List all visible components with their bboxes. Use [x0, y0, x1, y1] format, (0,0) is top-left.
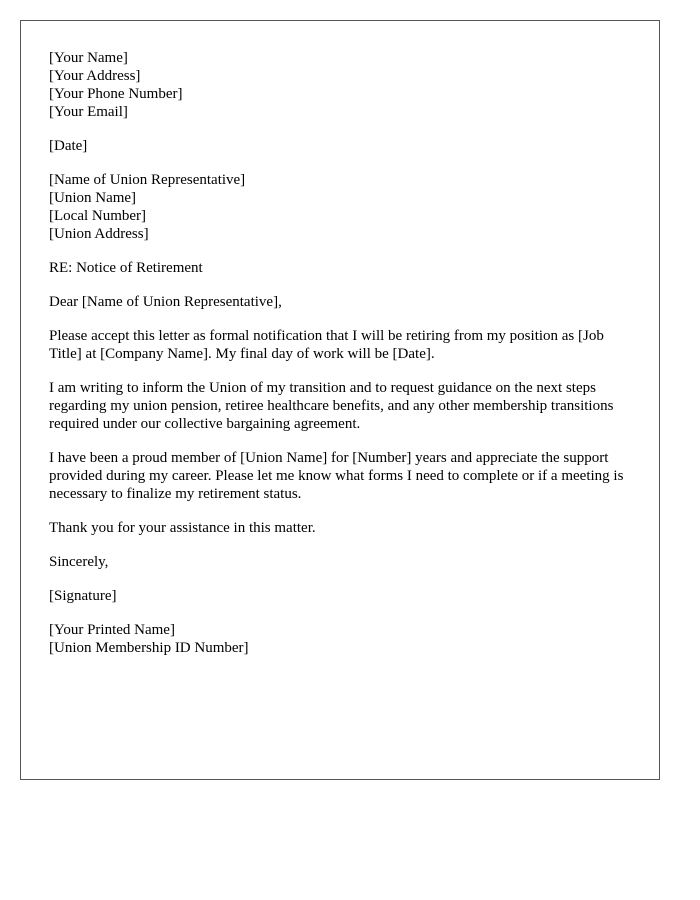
recipient-block	[49, 171, 639, 243]
recipient-name: [Name of Union Representative]	[49, 172, 246, 188]
body-paragraph-3: I have been a proud member of [Union Name] for [Number] years and appreciate the support provided during my career. Please let me know what forms I need to complete or if a meeting is necessary to finalize my retirement status.	[49, 450, 624, 502]
signoff-block	[49, 621, 639, 657]
closing: Sincerely,	[49, 554, 109, 570]
letter-content	[49, 49, 639, 673]
sender-address: [Your Address]	[49, 68, 141, 84]
letter-date: [Date]	[49, 138, 88, 154]
printed-name: [Your Printed Name]	[49, 622, 175, 638]
sender-phone: [Your Phone Number]	[49, 86, 183, 102]
recipient-local-number: [Local Number]	[49, 208, 147, 224]
signature-placeholder: [Signature]	[49, 588, 117, 604]
membership-id: [Union Membership ID Number]	[49, 640, 249, 656]
salutation: Dear [Name of Union Representative],	[49, 294, 282, 310]
letter-page	[20, 20, 660, 780]
subject-block	[49, 259, 639, 277]
date-block	[49, 137, 639, 155]
salutation-block	[49, 293, 639, 311]
closing-block	[49, 553, 639, 571]
recipient-union-name: [Union Name]	[49, 190, 137, 206]
body-paragraph-2: I am writing to inform the Union of my transition and to request guidance on the next steps regarding my union pension, retiree healthcare benefits, and any other membership transitions required under our collective bargaining agreement.	[49, 380, 614, 432]
sender-email: [Your Email]	[49, 104, 128, 120]
recipient-union-address: [Union Address]	[49, 226, 149, 242]
body-paragraph-4: Thank you for your assistance in this matter.	[49, 520, 316, 536]
body-paragraph-1: Please accept this letter as formal notification that I will be retiring from my position as [Job Title] at [Company Name]. My final day of work will be [Date].	[49, 328, 604, 362]
sender-block	[49, 49, 639, 121]
sender-name: [Your Name]	[49, 50, 128, 66]
signature-block	[49, 587, 639, 605]
subject-line: RE: Notice of Retirement	[49, 260, 203, 276]
